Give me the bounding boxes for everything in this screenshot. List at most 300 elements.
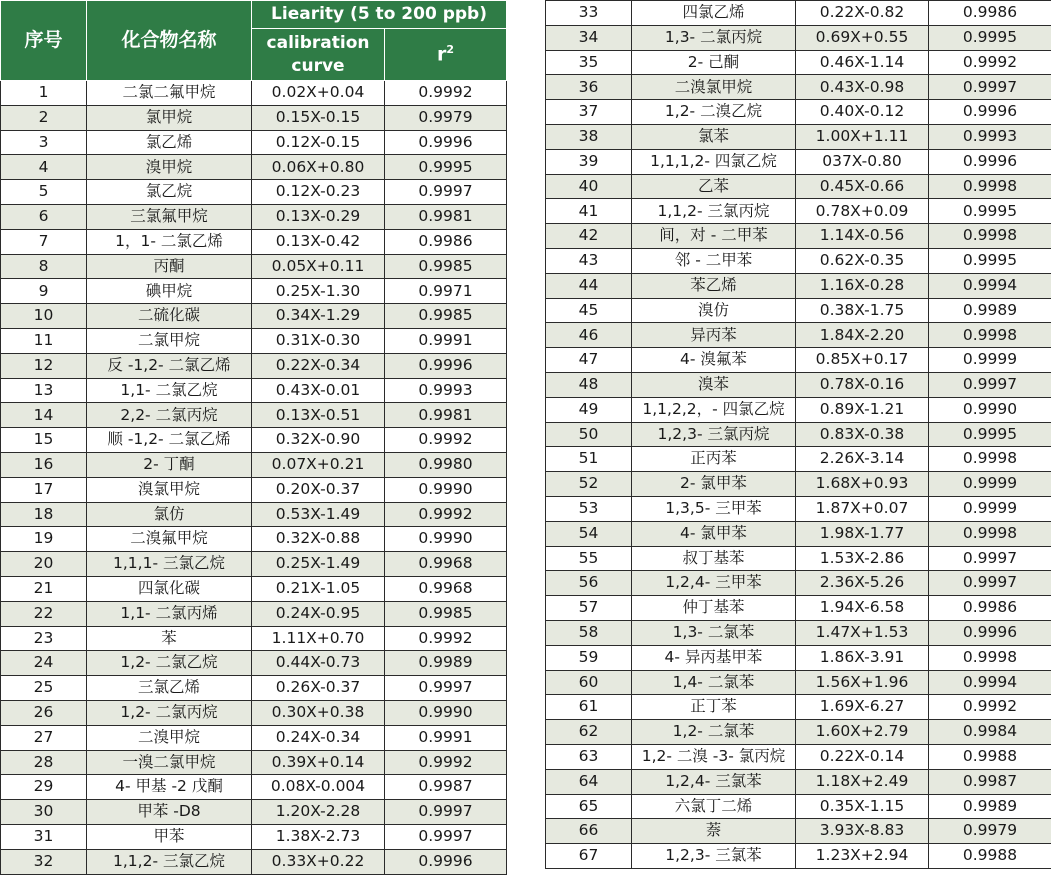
table-row xyxy=(1,676,507,701)
serial-number-cell: 66 xyxy=(546,819,632,844)
r-squared-cell: 0.9992 xyxy=(385,81,507,106)
table-row xyxy=(546,224,1051,249)
table-row xyxy=(546,100,1051,125)
r-squared-cell: 0.9997 xyxy=(929,546,1051,571)
r-squared-cell: 0.9989 xyxy=(385,651,507,676)
table-row xyxy=(1,849,507,874)
calibration-curve-cell: 0.30X+0.38 xyxy=(252,700,385,725)
calibration-curve-cell: 1.23X+2.94 xyxy=(796,844,929,869)
r-squared-cell: 0.9996 xyxy=(385,353,507,378)
serial-number-cell: 2 xyxy=(1,105,87,130)
table-row xyxy=(1,651,507,676)
r-squared-cell: 0.9996 xyxy=(385,130,507,155)
table-row xyxy=(546,844,1051,869)
calibration-curve-cell: 1.60X+2.79 xyxy=(796,720,929,745)
calibration-curve-cell: 0.07X+0.21 xyxy=(252,452,385,477)
calibration-curve-cell: 0.35X-1.15 xyxy=(796,794,929,819)
serial-number-cell: 31 xyxy=(1,824,87,849)
r-squared-cell: 0.9992 xyxy=(929,50,1051,75)
table-row xyxy=(1,428,507,453)
compound-name-cell: 4- 溴氟苯 xyxy=(632,348,796,373)
r-squared-cell: 0.9992 xyxy=(385,502,507,527)
r-squared-cell: 0.9992 xyxy=(385,750,507,775)
serial-number-cell: 33 xyxy=(546,1,632,26)
table-row xyxy=(546,695,1051,720)
calibration-curve-cell: 1.69X-6.27 xyxy=(796,695,929,720)
calibration-curve-cell: 0.24X-0.95 xyxy=(252,601,385,626)
table-row xyxy=(1,775,507,800)
calibration-curve-cell: 1.84X-2.20 xyxy=(796,323,929,348)
calibration-curve-cell: 1.20X-2.28 xyxy=(252,800,385,825)
compound-name-cell: 二溴氯甲烷 xyxy=(632,75,796,100)
compound-name-cell: 六氯丁二烯 xyxy=(632,794,796,819)
table-row xyxy=(1,527,507,552)
serial-number-cell: 11 xyxy=(1,328,87,353)
serial-number-cell: 6 xyxy=(1,204,87,229)
table-row xyxy=(546,199,1051,224)
compound-name-cell: 1,2- 二氯乙烷 xyxy=(87,651,252,676)
r-squared-cell: 0.9986 xyxy=(929,1,1051,26)
table-row xyxy=(546,124,1051,149)
calibration-curve-cell: 0.46X-1.14 xyxy=(796,50,929,75)
serial-number-cell: 22 xyxy=(1,601,87,626)
serial-number-cell: 4 xyxy=(1,155,87,180)
table-row xyxy=(546,769,1051,794)
r-squared-cell: 0.9985 xyxy=(385,601,507,626)
compound-name-cell: 苯乙烯 xyxy=(632,273,796,298)
calibration-curve-cell: 1.86X-3.91 xyxy=(796,645,929,670)
r-squared-cell: 0.9995 xyxy=(929,25,1051,50)
header-r-squared xyxy=(385,29,507,81)
compound-name-cell: 1,1,1,2- 四氯乙烷 xyxy=(632,149,796,174)
table-row xyxy=(546,372,1051,397)
calibration-curve-cell: 0.83X-0.38 xyxy=(796,422,929,447)
serial-number-cell: 7 xyxy=(1,229,87,254)
table-row xyxy=(1,353,507,378)
compound-name-cell: 正丁苯 xyxy=(632,695,796,720)
compound-name-cell: 苯 xyxy=(87,626,252,651)
calibration-curve-cell: 0.13X-0.29 xyxy=(252,204,385,229)
table-row xyxy=(546,273,1051,298)
serial-number-cell: 42 xyxy=(546,224,632,249)
r-squared-cell: 0.9997 xyxy=(929,571,1051,596)
calibration-curve-cell: 1.94X-6.58 xyxy=(796,596,929,621)
r-squared-cell: 0.9992 xyxy=(929,695,1051,720)
serial-number-cell: 19 xyxy=(1,527,87,552)
serial-number-cell: 37 xyxy=(546,100,632,125)
r-squared-cell: 0.9996 xyxy=(929,620,1051,645)
compound-name-cell: 萘 xyxy=(632,819,796,844)
r-squared-cell: 0.9999 xyxy=(929,496,1051,521)
calibration-curve-cell: 0.32X-0.90 xyxy=(252,428,385,453)
r-squared-cell: 0.9998 xyxy=(929,323,1051,348)
calibration-curve-cell: 0.43X-0.01 xyxy=(252,378,385,403)
serial-number-cell: 26 xyxy=(1,700,87,725)
r-squared-cell: 0.9990 xyxy=(929,397,1051,422)
compound-name-cell: 2- 己酮 xyxy=(632,50,796,75)
calibration-curve-cell: 1.68X+0.93 xyxy=(796,472,929,497)
serial-number-cell: 36 xyxy=(546,75,632,100)
table-row xyxy=(546,645,1051,670)
serial-number-cell: 44 xyxy=(546,273,632,298)
serial-number-cell: 1 xyxy=(1,81,87,106)
table-row xyxy=(546,1,1051,26)
table-row xyxy=(1,800,507,825)
calibration-curve-cell: 0.39X+0.14 xyxy=(252,750,385,775)
calibration-curve-cell: 0.15X-0.15 xyxy=(252,105,385,130)
table-row xyxy=(1,502,507,527)
compound-name-cell: 1,3,5- 三甲苯 xyxy=(632,496,796,521)
compound-name-cell: 1,1- 二氯乙烷 xyxy=(87,378,252,403)
table-row xyxy=(1,477,507,502)
calibration-curve-cell: 2.36X-5.26 xyxy=(796,571,929,596)
compound-name-cell: 1,1,1- 三氯乙烷 xyxy=(87,552,252,577)
serial-number-cell: 52 xyxy=(546,472,632,497)
table-row xyxy=(1,750,507,775)
calibration-curve-cell: 1.18X+2.49 xyxy=(796,769,929,794)
compound-name-cell: 1,2- 二溴 -3- 氯丙烷 xyxy=(632,744,796,769)
calibration-curve-cell: 2.26X-3.14 xyxy=(796,447,929,472)
calibration-curve-cell: 1.98X-1.77 xyxy=(796,521,929,546)
serial-number-cell: 58 xyxy=(546,620,632,645)
compound-name-cell: 叔丁基苯 xyxy=(632,546,796,571)
r-squared-cell: 0.9998 xyxy=(929,521,1051,546)
table-row xyxy=(1,81,507,106)
compound-name-cell: 二硫化碳 xyxy=(87,304,252,329)
calibration-curve-cell: 1.87X+0.07 xyxy=(796,496,929,521)
compound-name-cell: 溴氯甲烷 xyxy=(87,477,252,502)
calibration-curve-cell: 0.85X+0.17 xyxy=(796,348,929,373)
r-squared-cell: 0.9995 xyxy=(929,248,1051,273)
serial-number-cell: 63 xyxy=(546,744,632,769)
r-squared-cell: 0.9993 xyxy=(929,124,1051,149)
r-squared-cell: 0.9985 xyxy=(385,304,507,329)
table-row xyxy=(1,180,507,205)
table-row xyxy=(546,819,1051,844)
calibration-curve-cell: 0.34X-1.29 xyxy=(252,304,385,329)
r-squared-cell: 0.9986 xyxy=(929,596,1051,621)
serial-number-cell: 45 xyxy=(546,298,632,323)
serial-number-cell: 23 xyxy=(1,626,87,651)
r-squared-cell: 0.9990 xyxy=(385,700,507,725)
serial-number-cell: 50 xyxy=(546,422,632,447)
calibration-table-left xyxy=(0,0,507,875)
calibration-curve-cell: 0.02X+0.04 xyxy=(252,81,385,106)
compound-name-cell: 1,2,3- 三氯丙烷 xyxy=(632,422,796,447)
r-squared-cell: 0.9991 xyxy=(385,328,507,353)
calibration-curve-cell: 1.11X+0.70 xyxy=(252,626,385,651)
calibration-curve-cell: 0.22X-0.82 xyxy=(796,1,929,26)
calibration-curve-cell: 0.05X+0.11 xyxy=(252,254,385,279)
serial-number-cell: 53 xyxy=(546,496,632,521)
table-row xyxy=(546,571,1051,596)
calibration-table-right xyxy=(545,0,1051,869)
compound-name-cell: 4- 异丙基甲苯 xyxy=(632,645,796,670)
compound-name-cell: 1,4- 二氯苯 xyxy=(632,670,796,695)
calibration-curve-cell: 1.47X+1.53 xyxy=(796,620,929,645)
serial-number-cell: 13 xyxy=(1,378,87,403)
r-squared-cell: 0.9993 xyxy=(385,378,507,403)
table-row xyxy=(1,254,507,279)
calibration-curve-cell: 0.89X-1.21 xyxy=(796,397,929,422)
calibration-curve-cell: 0.45X-0.66 xyxy=(796,174,929,199)
table-row xyxy=(1,279,507,304)
r-squared-cell: 0.9987 xyxy=(929,769,1051,794)
compound-name-cell: 溴苯 xyxy=(632,372,796,397)
compound-name-cell: 氯乙烯 xyxy=(87,130,252,155)
calibration-curve-cell: 3.93X-8.83 xyxy=(796,819,929,844)
calibration-curve-cell: 0.21X-1.05 xyxy=(252,576,385,601)
r-squared-cell: 0.9981 xyxy=(385,403,507,428)
calibration-curve-cell: 0.40X-0.12 xyxy=(796,100,929,125)
table-row xyxy=(1,403,507,428)
table-row xyxy=(546,348,1051,373)
serial-number-cell: 12 xyxy=(1,353,87,378)
compound-name-cell: 氯乙烷 xyxy=(87,180,252,205)
calibration-curve-cell: 0.69X+0.55 xyxy=(796,25,929,50)
calibration-curve-cell: 0.22X-0.34 xyxy=(252,353,385,378)
r-squared-cell: 0.9998 xyxy=(929,645,1051,670)
serial-number-cell: 64 xyxy=(546,769,632,794)
r-squared-exponent: 2 xyxy=(446,43,454,56)
r-squared-cell: 0.9997 xyxy=(929,75,1051,100)
r-squared-cell: 0.9990 xyxy=(385,527,507,552)
table-row xyxy=(1,824,507,849)
table-row xyxy=(1,304,507,329)
serial-number-cell: 16 xyxy=(1,452,87,477)
calibration-curve-cell: 1.14X-0.56 xyxy=(796,224,929,249)
compound-name-cell: 四氯乙烯 xyxy=(632,1,796,26)
table-row xyxy=(546,174,1051,199)
table-row xyxy=(1,700,507,725)
r-squared-cell: 0.9998 xyxy=(929,447,1051,472)
compound-name-cell: 1,1,2- 三氯乙烷 xyxy=(87,849,252,874)
serial-number-cell: 21 xyxy=(1,576,87,601)
r-squared-cell: 0.9987 xyxy=(385,775,507,800)
calibration-curve-cell: 1.00X+1.11 xyxy=(796,124,929,149)
table-row xyxy=(546,422,1051,447)
serial-number-cell: 40 xyxy=(546,174,632,199)
r-squared-cell: 0.9989 xyxy=(929,298,1051,323)
table-row xyxy=(1,155,507,180)
r-squared-cell: 0.9999 xyxy=(929,472,1051,497)
serial-number-cell: 55 xyxy=(546,546,632,571)
serial-number-cell: 43 xyxy=(546,248,632,273)
serial-number-cell: 67 xyxy=(546,844,632,869)
calibration-curve-cell: 0.31X-0.30 xyxy=(252,328,385,353)
r-squared-cell: 0.9997 xyxy=(385,800,507,825)
compound-name-cell: 乙苯 xyxy=(632,174,796,199)
compound-name-cell: 1,2,4- 三氯苯 xyxy=(632,769,796,794)
table-row xyxy=(1,229,507,254)
serial-number-cell: 3 xyxy=(1,130,87,155)
compound-name-cell: 1,3- 二氯丙烷 xyxy=(632,25,796,50)
serial-number-cell: 61 xyxy=(546,695,632,720)
r-squared-cell: 0.9998 xyxy=(929,174,1051,199)
compound-name-cell: 四氯化碳 xyxy=(87,576,252,601)
calibration-curve-cell: 0.25X-1.49 xyxy=(252,552,385,577)
calibration-curve-cell: 0.78X-0.16 xyxy=(796,372,929,397)
r-squared-cell: 0.9996 xyxy=(929,149,1051,174)
calibration-curve-cell: 0.53X-1.49 xyxy=(252,502,385,527)
serial-number-cell: 5 xyxy=(1,180,87,205)
table-row xyxy=(1,626,507,651)
r-squared-cell: 0.9994 xyxy=(929,273,1051,298)
calibration-curve-cell: 1.16X-0.28 xyxy=(796,273,929,298)
r-squared-cell: 0.9992 xyxy=(385,428,507,453)
serial-number-cell: 27 xyxy=(1,725,87,750)
r-squared-cell: 0.9998 xyxy=(929,224,1051,249)
serial-number-cell: 56 xyxy=(546,571,632,596)
r-squared-cell: 0.9995 xyxy=(929,422,1051,447)
serial-number-cell: 9 xyxy=(1,279,87,304)
r-squared-cell: 0.9996 xyxy=(929,100,1051,125)
r-squared-cell: 0.9989 xyxy=(929,794,1051,819)
header-row xyxy=(1,1,507,29)
serial-number-cell: 29 xyxy=(1,775,87,800)
calibration-curve-cell: 0.38X-1.75 xyxy=(796,298,929,323)
calibration-curve-cell: 0.13X-0.51 xyxy=(252,403,385,428)
serial-number-cell: 14 xyxy=(1,403,87,428)
table-row xyxy=(546,472,1051,497)
compound-name-cell: 丙酮 xyxy=(87,254,252,279)
compound-name-cell: 异丙苯 xyxy=(632,323,796,348)
table-row xyxy=(1,378,507,403)
r-squared-cell: 0.9979 xyxy=(385,105,507,130)
compound-name-cell: 1,1- 二氯丙烯 xyxy=(87,601,252,626)
compound-name-cell: 氯苯 xyxy=(632,124,796,149)
calibration-curve-cell: 1.56X+1.96 xyxy=(796,670,929,695)
table-row xyxy=(1,204,507,229)
serial-number-cell: 8 xyxy=(1,254,87,279)
calibration-curve-cell: 0.26X-0.37 xyxy=(252,676,385,701)
table-row xyxy=(546,620,1051,645)
table-row xyxy=(1,725,507,750)
serial-number-cell: 39 xyxy=(546,149,632,174)
serial-number-cell: 20 xyxy=(1,552,87,577)
r-squared-cell: 0.9990 xyxy=(385,477,507,502)
calibration-curve-cell: 0.12X-0.15 xyxy=(252,130,385,155)
table-row xyxy=(1,105,507,130)
r-squared-cell: 0.9971 xyxy=(385,279,507,304)
serial-number-cell: 24 xyxy=(1,651,87,676)
compound-name-cell: 1，1- 二氯乙烯 xyxy=(87,229,252,254)
calibration-curve-cell: 0.43X-0.98 xyxy=(796,75,929,100)
serial-number-cell: 57 xyxy=(546,596,632,621)
compound-name-cell: 1,2- 二氯苯 xyxy=(632,720,796,745)
table-row xyxy=(1,452,507,477)
r-squared-cell: 0.9980 xyxy=(385,452,507,477)
table-row xyxy=(1,130,507,155)
serial-number-cell: 18 xyxy=(1,502,87,527)
table-row xyxy=(546,744,1051,769)
serial-number-cell: 59 xyxy=(546,645,632,670)
serial-number-cell: 46 xyxy=(546,323,632,348)
header-compound-name: 化合物名称 xyxy=(87,1,252,81)
table-row xyxy=(1,601,507,626)
serial-number-cell: 54 xyxy=(546,521,632,546)
r-squared-cell: 0.9988 xyxy=(929,844,1051,869)
compound-name-cell: 间，对 - 二甲苯 xyxy=(632,224,796,249)
compound-name-cell: 1,2- 二溴乙烷 xyxy=(632,100,796,125)
table-row xyxy=(546,298,1051,323)
serial-number-cell: 34 xyxy=(546,25,632,50)
table-row xyxy=(546,323,1051,348)
serial-number-cell: 38 xyxy=(546,124,632,149)
serial-number-cell: 65 xyxy=(546,794,632,819)
compound-name-cell: 正丙苯 xyxy=(632,447,796,472)
table-row xyxy=(546,546,1051,571)
compound-name-cell: 1,2,3- 三氯苯 xyxy=(632,844,796,869)
compound-name-cell: 氯甲烷 xyxy=(87,105,252,130)
serial-number-cell: 47 xyxy=(546,348,632,373)
r-squared-cell: 0.9991 xyxy=(385,725,507,750)
compound-name-cell: 1,1,2- 三氯丙烷 xyxy=(632,199,796,224)
table-row xyxy=(1,576,507,601)
r-squared-cell: 0.9988 xyxy=(929,744,1051,769)
serial-number-cell: 15 xyxy=(1,428,87,453)
table-row xyxy=(546,75,1051,100)
table-row xyxy=(546,447,1051,472)
serial-number-cell: 32 xyxy=(1,849,87,874)
serial-number-cell: 10 xyxy=(1,304,87,329)
r-squared-cell: 0.9984 xyxy=(929,720,1051,745)
calibration-curve-cell: 0.62X-0.35 xyxy=(796,248,929,273)
table-row xyxy=(1,552,507,577)
r-squared-cell: 0.9997 xyxy=(385,676,507,701)
compound-name-cell: 1,3- 二氯苯 xyxy=(632,620,796,645)
compound-name-cell: 4- 氯甲苯 xyxy=(632,521,796,546)
compound-name-cell: 溴仿 xyxy=(632,298,796,323)
calibration-curve-cell: 0.20X-0.37 xyxy=(252,477,385,502)
compound-name-cell: 氯仿 xyxy=(87,502,252,527)
r-squared-cell: 0.9994 xyxy=(929,670,1051,695)
serial-number-cell: 17 xyxy=(1,477,87,502)
serial-number-cell: 51 xyxy=(546,447,632,472)
compound-name-cell: 三氯氟甲烷 xyxy=(87,204,252,229)
compound-name-cell: 仲丁基苯 xyxy=(632,596,796,621)
table-row xyxy=(546,794,1051,819)
serial-number-cell: 62 xyxy=(546,720,632,745)
r-squared-cell: 0.9981 xyxy=(385,204,507,229)
table-row xyxy=(546,397,1051,422)
serial-number-cell: 30 xyxy=(1,800,87,825)
serial-number-cell: 41 xyxy=(546,199,632,224)
serial-number-cell: 60 xyxy=(546,670,632,695)
serial-number-cell: 49 xyxy=(546,397,632,422)
table-row xyxy=(546,596,1051,621)
calibration-curve-cell: 037X-0.80 xyxy=(796,149,929,174)
calibration-curve-cell: 0.06X+0.80 xyxy=(252,155,385,180)
table-row xyxy=(546,149,1051,174)
serial-number-cell: 25 xyxy=(1,676,87,701)
compound-name-cell: 甲苯 xyxy=(87,824,252,849)
compound-name-cell: 2- 丁酮 xyxy=(87,452,252,477)
r-squared-cell: 0.9995 xyxy=(929,199,1051,224)
table-row xyxy=(546,496,1051,521)
compound-name-cell: 甲苯 -D8 xyxy=(87,800,252,825)
table-row xyxy=(1,328,507,353)
table-row xyxy=(546,50,1051,75)
compound-name-cell: 反 -1,2- 二氯乙烯 xyxy=(87,353,252,378)
header-calibration-curve: calibration curve xyxy=(252,29,385,81)
serial-number-cell: 28 xyxy=(1,750,87,775)
r-squared-cell: 0.9992 xyxy=(385,626,507,651)
r-squared-cell: 0.9985 xyxy=(385,254,507,279)
compound-name-cell: 二溴甲烷 xyxy=(87,725,252,750)
calibration-curve-cell: 0.24X-0.34 xyxy=(252,725,385,750)
calibration-curve-cell: 1.38X-2.73 xyxy=(252,824,385,849)
